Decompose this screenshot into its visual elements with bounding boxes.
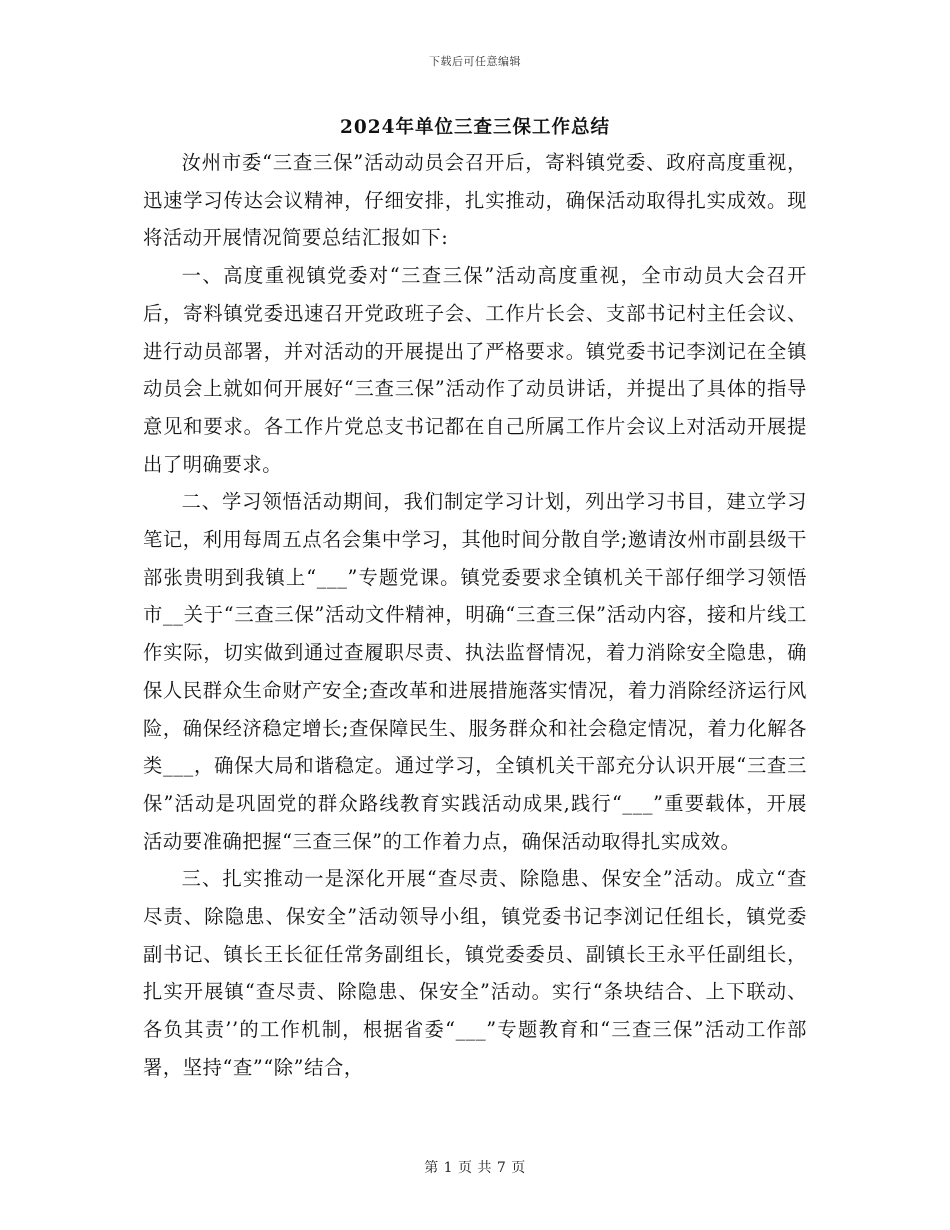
paragraph-section-2: 二、学习领悟活动期间，我们制定学习计划，列出学习书目，建立学习笔记，利用每周五点名会集中学习，其他时间分散自学;邀请汝州市副县级干部张贵明到我镇上“___”专题党课。镇党委要求全镇机关干部仔细学习领悟市__关于“三查三保”活动文件精神，明确“三查三保”活动内容，接和片线工作实际，切实做到通过查履职尽责、执法监督情况，着力消除安全隐患，确保人民群众生命财产安全;查改革和进展措施落实情况，着力消除经济运行风险，确保经济稳定增长;查保障民生、服务群众和社会稳定情况，着力化解各类___，确保大局和谐稳定。通过学习，全镇机关干部充分认识开展“三查三保”活动是巩固党的群众路线教育实践活动成果,践行“___”重要载体，开展活动要准确把握“三查三保”的工作着力点，确保活动取得扎实成效。: [143, 490, 807, 853]
document-title: 2024年单位三查三保工作总结: [340, 117, 610, 138]
paragraph-intro: 汝州市委“三查三保”活动动员会召开后，寄料镇党委、政府高度重视，迅速学习传达会议精神，仔细安排，扎实推动，确保活动取得扎实成效。现将活动开展情况简要总结汇报如下:: [143, 151, 807, 250]
paragraph-section-1: 一、高度重视镇党委对“三查三保”活动高度重视，全市动员大会召开后，寄料镇党委迅速召开党政班子会、工作片长会、支部书记村主任会议、进行动员部署，并对活动的开展提出了严格要求。镇党委书记李浏记在全镇动员会上就如何开展好“三查三保”活动作了动员讲话，并提出了具体的指导意见和要求。各工作片党总支书记都在自己所属工作片会议上对活动开展提出了明确要求。: [143, 264, 807, 476]
header-note: 下载后可任意编辑: [429, 55, 521, 68]
paragraph-section-3: 三、扎实推动一是深化开展“查尽责、除隐患、保安全”活动。成立“查尽责、除隐患、保安全”活动领导小组，镇党委书记李浏记任组长，镇党委副书记、镇长王长征任常务副组长，镇党委委员、副镇长王永平任副组长，扎实开展镇“查尽责、除隐患、保安全”活动。实行“条块结合、上下联动、各负其责’’的工作机制，根据省委“___”专题教育和“三查三保”活动工作部署，坚持“查”“除”结合，: [143, 867, 807, 1079]
page-number-footer: 第 1 页 共 7 页: [424, 1160, 526, 1176]
document-body: [143, 144, 807, 1087]
